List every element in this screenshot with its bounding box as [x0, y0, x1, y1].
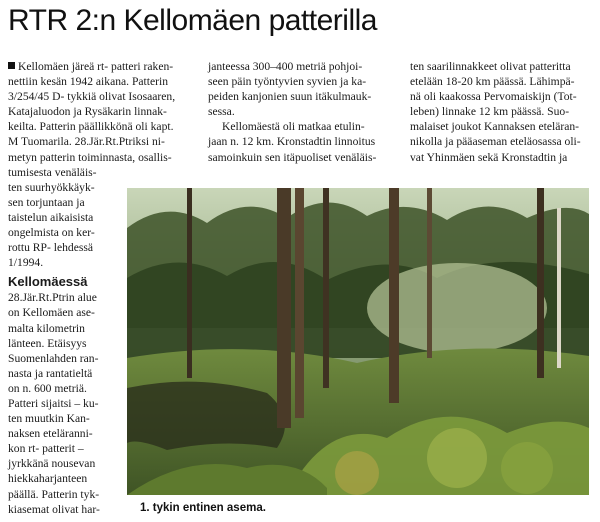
- text-line: M Tuomarila. 28.Jär.Rt.Ptriksi ni-: [8, 135, 165, 149]
- text-line: Katajaluodon ja Rysäkarin linnak-: [8, 105, 167, 119]
- text-line: janteessa 300–400 metriä pohjoi-: [208, 60, 363, 73]
- text-line: samoinkuin sen itäpuoliset venäläis-: [208, 150, 377, 164]
- text-line: ongelmista on ker-: [8, 226, 95, 240]
- text-line: päällä. Patterin tyk-: [8, 487, 100, 501]
- text-line: kon rt- patterit –: [8, 442, 84, 456]
- text-line: tumisesta venäläis-: [8, 165, 97, 179]
- text-line: 3/254/45 D- tykkiä olivat Isosaaren,: [8, 90, 176, 104]
- text-line: nasta ja rantatieltä: [8, 366, 93, 380]
- section-paragraph: [8, 290, 124, 516]
- text-line: ten suurhyökkäyk-: [8, 180, 95, 194]
- text-line: länteen. Etäisyys: [8, 336, 87, 350]
- text-line: sessa.: [208, 105, 235, 119]
- text-line: malaiset joukot Kannaksen eteläran-: [410, 120, 580, 134]
- text-line: nä oli kaakossa Pervomaiskijn (Tot-: [410, 90, 577, 104]
- text-line: sen torjuntaan ja: [8, 195, 85, 209]
- text-line: etelään 18-20 km päässä. Lähimpä-: [410, 75, 575, 89]
- text-line: hiekkaharjanteen: [8, 472, 88, 486]
- text-line: seen päin työntyvien syvien ja ka-: [208, 75, 367, 89]
- text-line: jaan n. 12 km. Kronstadtin linnoitus: [208, 135, 376, 149]
- text-line: 1/1994.: [8, 256, 44, 270]
- text-line: ten muutkin Kan-: [8, 412, 90, 426]
- text-line: naksen eteläranni-: [8, 427, 93, 441]
- photo-caption: 1. tykin entinen asema.: [140, 502, 266, 514]
- intro-paragraph: [8, 59, 193, 165]
- section-subhead: Kellomäessä: [8, 274, 88, 290]
- text-line: leben) linnake 12 km päässä. Suo-: [410, 105, 570, 119]
- forest-scene-illustration: [127, 188, 589, 495]
- forest-photo: [127, 188, 589, 495]
- text-line: Patteri sijaitsi – ku-: [8, 396, 99, 410]
- text-line: nettiin kesän 1942 aikana. Patterin: [8, 75, 169, 89]
- text-line: Kellomäestä oli matkaa etulin-: [222, 120, 365, 134]
- headline: RTR 2:n Kellomäen patterilla: [8, 4, 377, 37]
- text-line: keilta. Patterin päällikkönä oli kapt.: [8, 120, 174, 134]
- text-line: on Kellomäen ase-: [8, 306, 95, 320]
- text-line: on n. 600 metriä.: [8, 381, 87, 395]
- text-line: vat Yhinmäen sekä Kronstadtin ja: [410, 150, 568, 164]
- text-line: ten saarilinnakkeet olivat patteritta: [410, 60, 571, 73]
- column-2: [208, 59, 393, 165]
- text-line: malta kilometrin: [8, 321, 85, 335]
- text-line: rottu RP- lehdessä: [8, 241, 94, 255]
- text-line: Suomenlahden ran-: [8, 351, 99, 365]
- text-line: kiasemat olivat har-: [8, 502, 100, 516]
- intro-paragraph-continued: [8, 165, 124, 271]
- text-line: 28.Jär.Rt.Ptrin alue: [8, 291, 97, 305]
- text-line: nikolla ja pääaseman eteläosassa oli-: [410, 135, 581, 149]
- text-line: Kellomäen järeä rt- patteri raken-: [8, 59, 193, 74]
- text-line: peiden kanjonien suun itäkulmauk-: [208, 90, 372, 104]
- text-line: taistelun aikaisista: [8, 210, 94, 224]
- bullet-square-icon: [8, 62, 15, 69]
- column-3: [410, 59, 595, 165]
- column-1: [8, 59, 176, 517]
- text-line: jyrkkänä nousevan: [8, 457, 96, 471]
- text-line: metyn patterin toiminnasta, osallis-: [8, 150, 172, 164]
